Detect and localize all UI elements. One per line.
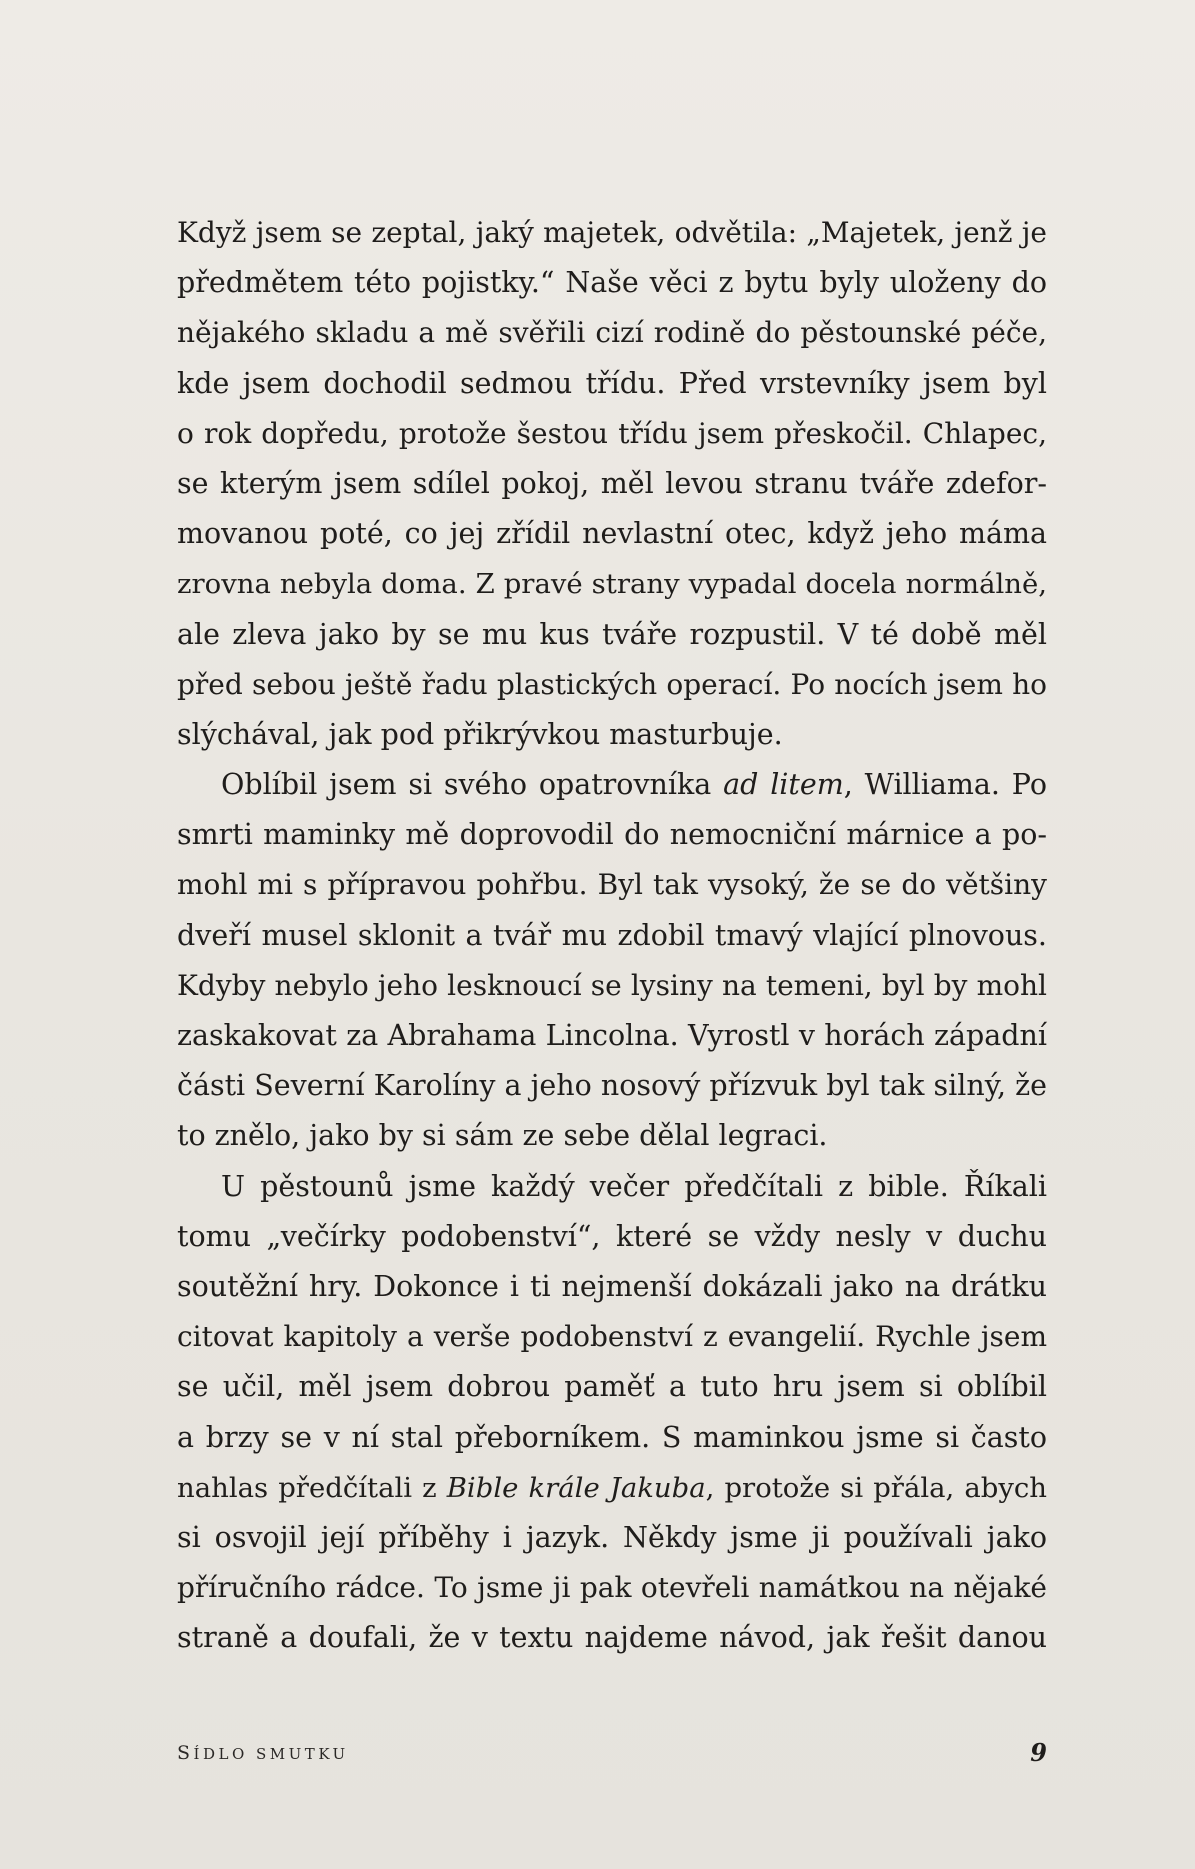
text-line: smrti maminky mě doprovodil do nemocniční márnice a po-	[177, 818, 1047, 852]
text-line: mohl mi s přípravou pohřbu. Byl tak vysoký, že se do většiny	[177, 868, 1047, 902]
text-line: dveří musel sklonit a tvář mu zdobil tmavý vlající plnovous.	[177, 918, 1047, 952]
paragraph-2	[177, 760, 1047, 1162]
text-line: si osvojil její příběhy i jazyk. Někdy jsme ji používali jako	[177, 1520, 1047, 1554]
italic-phrase: ad litem	[723, 768, 844, 802]
paragraph-3	[177, 1162, 1047, 1664]
text-line: to znělo, jako by si sám ze sebe dělal legraci.	[177, 1119, 828, 1153]
text-line: nahlas předčítali z Bible krále Jakuba, protože si přála, abych	[177, 1471, 1047, 1504]
text-line: zrovna nebyla doma. Z pravé strany vypadal docela normálně,	[177, 568, 1047, 601]
text-line: předmětem této pojistky.“ Naše věci z bytu byly uloženy do	[177, 266, 1047, 300]
paragraph-1	[177, 208, 1047, 760]
text-line: se kterým jsem sdílel pokoj, měl levou stranu tváře zdefor-	[177, 466, 1047, 500]
running-head	[177, 1742, 349, 1764]
text-line: a brzy se v ní stal přeborníkem. S maminkou jsme si často	[177, 1420, 1047, 1454]
text-line: zaskakovat za Abrahama Lincolna. Vyrostl v horách západní	[177, 1019, 1047, 1052]
body-text	[177, 208, 1047, 1663]
text-line: citovat kapitoly a verše podobenství z evangelií. Rychle jsem	[177, 1320, 1047, 1354]
text-line: soutěžní hry. Dokonce i ti nejmenší dokázali jako na drátku	[177, 1269, 1047, 1303]
page-footer	[177, 1738, 1047, 1772]
text-line: nějakého skladu a mě svěřili cizí rodině do pěstounské péče,	[177, 316, 1047, 350]
italic-phrase: Bible krále Jakuba	[446, 1471, 706, 1504]
text-line: tomu „večírky podobenství“, které se vždy nesly v duchu	[177, 1219, 1047, 1253]
running-head-initial: S	[177, 1742, 194, 1764]
running-head-rest-first: ÍDLO	[193, 1745, 248, 1763]
text-line: kde jsem dochodil sedmou třídu. Před vrstevníky jsem byl	[177, 366, 1047, 400]
text-line: o rok dopředu, protože šestou třídu jsem přeskočil. Chlapec,	[177, 416, 1047, 450]
text-line: příručního rádce. To jsme ji pak otevřeli namátkou na nějaké	[177, 1571, 1047, 1605]
text-line: Oblíbil jsem si svého opatrovníka ad litem, Williama. Po	[221, 768, 1047, 802]
running-head-rest-second: SMUTKU	[256, 1745, 349, 1763]
text-line: Když jsem se zeptal, jaký majetek, odvětila: „Majetek, jenž je	[177, 216, 1047, 249]
text-line: části Severní Karolíny a jeho nosový přízvuk byl tak silný, že	[177, 1069, 1048, 1103]
text-line: před sebou ještě řadu plastických operací. Po nocích jsem ho	[177, 667, 1047, 701]
text-line: ale zleva jako by se mu kus tváře rozpustil. V té době měl	[177, 617, 1047, 651]
text-line: movanou poté, co jej zřídil nevlastní otec, když jeho máma	[177, 517, 1047, 551]
text-line: se učil, měl jsem dobrou paměť a tuto hru jsem si oblíbil	[177, 1370, 1047, 1404]
text-line: Kdyby nebylo jeho lesknoucí se lysiny na temeni, byl by mohl	[177, 968, 1047, 1002]
text-line: straně a doufali, že v textu najdeme návod, jak řešit danou	[177, 1621, 1047, 1655]
page-number: 9	[1030, 1738, 1047, 1767]
text-line: slýchával, jak pod přikrývkou masturbuje.	[177, 717, 783, 751]
text-line: U pěstounů jsme každý večer předčítali z bible. Říkali	[221, 1169, 1047, 1203]
